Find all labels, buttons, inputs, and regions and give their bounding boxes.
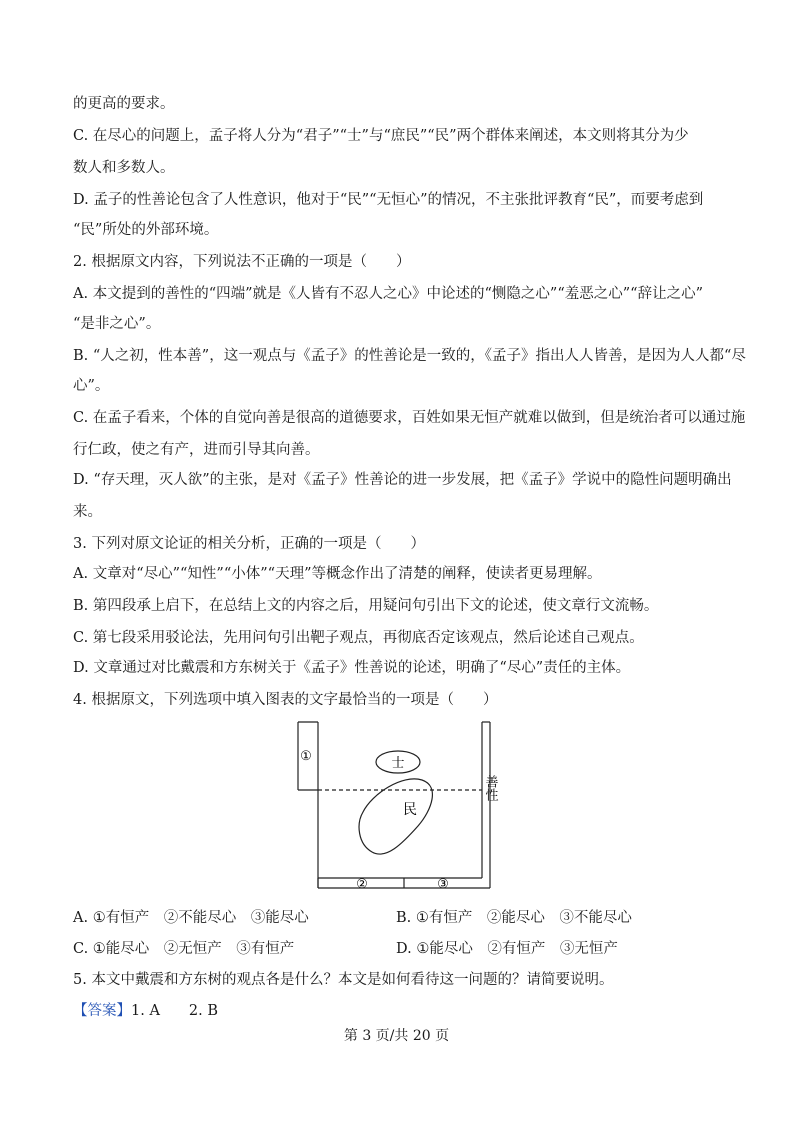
text-line: “是非之心”。 <box>73 316 161 332</box>
diagram-label-3: ③ <box>437 877 449 892</box>
answer-text: 1. A 2. B <box>131 1003 219 1019</box>
diagram-label-2: ② <box>356 877 368 892</box>
answer-label: 【答案】 <box>73 1003 131 1019</box>
text-line: 心”。 <box>73 378 110 394</box>
question-2-stem: 2. 根据原文内容，下列说法不正确的一项是（ ） <box>73 254 411 270</box>
text-line: B. “人之初，性本善”，这一观点与《孟子》的性善论是一致的，《孟子》指出人人皆善，是因为人人都“尽 <box>73 348 746 364</box>
diagram-label-shi: 士 <box>391 756 405 771</box>
text-line: B. 第四段承上启下，在总结上文的内容之后，用疑问句引出下文的论述，使文章行文流畅。 <box>73 598 659 614</box>
q4-option-a: A. ①有恒产 ②不能尽心 ③能尽心 <box>73 910 309 926</box>
question-4-stem: 4. 根据原文，下列选项中填入图表的文字最恰当的一项是（ ） <box>73 692 498 708</box>
text-line: 行仁政，使之有产，进而引导其向善。 <box>73 442 320 458</box>
page-footer: 第 3 页/共 20 页 <box>343 1028 450 1044</box>
text-line: C. 第七段采用驳论法，先用问句引出靶子观点，再彻底否定该观点，然后论述自己观点。 <box>73 630 644 646</box>
text-line: D. 文章通过对比戴震和方东树关于《孟子》性善说的论述，明确了“尽心”责任的主体。 <box>73 660 631 676</box>
text-line: C. 在孟子看来，个体的自觉向善是很高的道德要求，百姓如果无恒产就难以做到，但是统治者可以通过施 <box>73 410 746 426</box>
q4-option-c: C. ①能尽心 ②无恒产 ③有恒产 <box>73 941 295 957</box>
text-line: D. “存天理，灭人欲”的主张，是对《孟子》性善论的进一步发展，把《孟子》学说中的隐性问题明确出 <box>73 472 732 488</box>
text-line: 数人和多数人。 <box>73 160 175 176</box>
text-line: A. 文章对“尽心”“知性”“小体”“天理”等概念作出了清楚的阐释，使读者更易理解。 <box>73 566 602 582</box>
question-3-stem: 3. 下列对原文论证的相关分析，正确的一项是（ ） <box>73 536 425 552</box>
question-4-diagram <box>290 716 500 896</box>
text-line: D. 孟子的性善论包含了人性意识，他对于“民”“无恒心”的情况，不主张批评教育“民”，而要考虑到 <box>73 192 704 208</box>
text-line: 的更高的要求。 <box>73 96 175 112</box>
text-line: C. 在尽心的问题上，孟子将人分为“君子”“士”与“庶民”“民”两个群体来阐述，本文则将其分为少 <box>73 128 689 144</box>
q4-option-d: D. ①能尽心 ②有恒产 ③无恒产 <box>396 941 618 957</box>
diagram-label-min: 民 <box>403 802 417 818</box>
text-line: A. 本文提到的善性的“四端”就是《人皆有不忍人之心》中论述的“恻隐之心”“羞恶之心”“辞让之心” <box>73 286 703 302</box>
text-line: “民”所处的外部环境。 <box>73 222 219 238</box>
question-5-stem: 5. 本文中戴震和方东树的观点各是什么？本文是如何看待这一问题的？请简要说明。 <box>73 972 614 988</box>
q4-option-b: B. ①有恒产 ②能尽心 ③不能尽心 <box>396 910 632 926</box>
diagram-label-1: ① <box>300 749 312 764</box>
text-line: 来。 <box>73 504 102 520</box>
diagram-label-shanxing: 善性 <box>482 775 498 801</box>
answer-line <box>73 1001 218 1021</box>
